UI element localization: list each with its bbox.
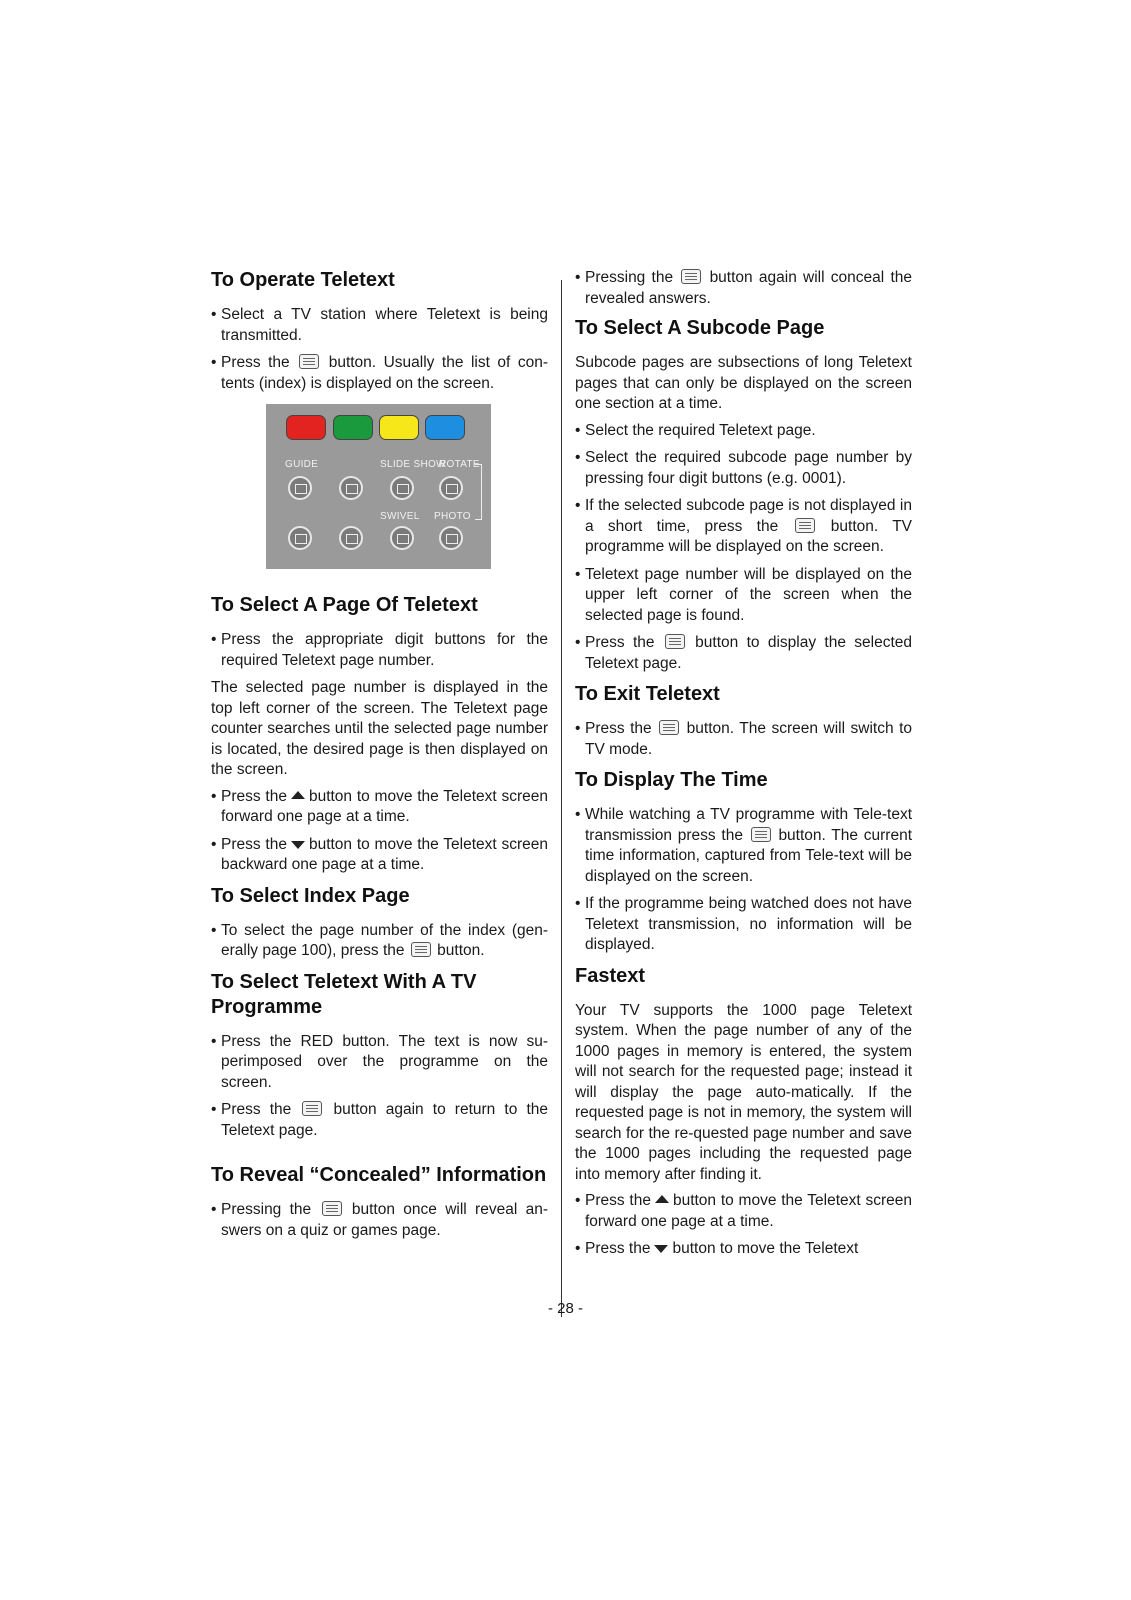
- list-item: • If the programme being watched does not have Teletext transmission, no information will be displayed.: [575, 894, 912, 956]
- swivel-label: SWIVEL: [380, 511, 420, 522]
- up-arrow-icon: [655, 1195, 669, 1203]
- list-item: • Press the button. The screen will switch to TV mode.: [575, 719, 912, 760]
- cancel-button-icon: [339, 476, 363, 500]
- slideshow-button-icon: [390, 476, 414, 500]
- paragraph: Your TV supports the 1000 page Teletext system. When the page number of any of the 1000 pages in memory is entered, the system will not search for the requested page; instead it will display the page auto-matically. If the requested page is not in memory, the system will search for the re-quested page number and save the 1000 pages including the requested page into memory after finding it.: [575, 1001, 912, 1183]
- section-fastext: [575, 964, 912, 1260]
- remote-control-image: [266, 404, 491, 569]
- list-item: • Press the button again to return to the Teletext page.: [211, 1100, 548, 1141]
- list-item: • Press the button to move the Teletext screen forward one page at a time.: [211, 787, 548, 828]
- heading-subcode: To Select A Subcode Page: [575, 317, 825, 339]
- paragraph: The selected page number is displayed in the top left corner of the screen. The Teletext page counter searches until the selected page number is located, the desired page is then displayed on the screen.: [211, 679, 548, 778]
- list-item: • Pressing the button again will conceal the revealed answers.: [575, 268, 912, 309]
- list-item: • Press the button to move the Teletext screen backward one page at a time.: [211, 835, 548, 876]
- page-number: - 28 -: [547, 1300, 583, 1317]
- rotate-label: ROTATE: [439, 459, 480, 470]
- index-icon: [411, 942, 431, 957]
- left-column: [211, 268, 548, 1249]
- section-time: [575, 768, 912, 956]
- heading-reveal: To Reveal “Concealed” Information: [211, 1164, 547, 1186]
- update-icon: [795, 518, 815, 533]
- list-item: • Press the button to display the selected Teletext page.: [575, 633, 912, 674]
- heading-select-page: To Select A Page Of Teletext: [211, 594, 478, 616]
- blue-button: [425, 415, 465, 440]
- list-item: • Select the required subcode page number by pressing four digit buttons (e.g. 0001).: [575, 448, 912, 489]
- right-column: [575, 268, 912, 1268]
- down-arrow-icon: [291, 841, 305, 849]
- teletext-button-icon: [288, 526, 312, 550]
- reveal-button-icon: [439, 476, 463, 500]
- list-item: • Press the button. Usually the list of con-tents (index) is displayed on the screen.: [211, 353, 548, 394]
- heading-exit: To Exit Teletext: [575, 683, 720, 705]
- guide-button-icon: [288, 476, 312, 500]
- guide-label: GUIDE: [285, 459, 319, 470]
- list-item: • Pressing the button once will reveal an-swers on a quiz or games page.: [211, 1200, 548, 1241]
- heading-fastext: Fastext: [575, 964, 646, 987]
- reveal-icon: [322, 1201, 342, 1216]
- update-icon: [665, 634, 685, 649]
- list-item: • Press the button to move the Teletext: [575, 1239, 912, 1260]
- heading-operate-teletext: To Operate Teletext: [211, 269, 395, 291]
- section-exit: [575, 682, 912, 760]
- list-item: • Select a TV station where Teletext is being transmitted.: [211, 305, 548, 346]
- list-item: • While watching a TV programme with Tele-text transmission press the button. The current time information, captured from Tele-text will be displayed on the screen.: [575, 805, 912, 887]
- time-icon: [751, 827, 771, 842]
- down-arrow-icon: [654, 1245, 668, 1253]
- section-operate-teletext: [211, 268, 548, 394]
- heading-index-page: To Select Index Page: [211, 884, 410, 907]
- paragraph: Subcode pages are subsections of long Teletext pages that can only be displayed on the screen one section at a time.: [575, 354, 912, 412]
- swivel-button-icon: [390, 526, 414, 550]
- up-arrow-icon: [291, 791, 305, 799]
- red-button: [286, 415, 326, 440]
- column-divider: [561, 280, 562, 1317]
- heading-teletext-with-tv: To Select Teletext With A TV Programme: [211, 970, 477, 1018]
- photo-button-icon: [439, 526, 463, 550]
- section-reveal: [211, 1163, 548, 1241]
- section-teletext-with-tv: [211, 970, 548, 1142]
- heading-time: To Display The Time: [575, 769, 768, 791]
- section-index-page: [211, 884, 548, 962]
- list-item: • Press the button to move the Teletext screen forward one page at a time.: [575, 1191, 912, 1232]
- teletext-icon: [302, 1101, 322, 1116]
- list-item: • Press the RED button. The text is now su-perimposed over the programme on the screen.: [211, 1032, 548, 1094]
- list-item: • Select the required Teletext page.: [575, 421, 912, 442]
- bracket-line: [475, 464, 482, 520]
- yellow-button: [379, 415, 419, 440]
- slideshow-label: SLIDE SHOW: [380, 459, 446, 470]
- mix-button-icon: [339, 526, 363, 550]
- photo-label: PHOTO: [434, 511, 471, 522]
- section-subcode: [575, 316, 912, 674]
- section-select-page: [211, 593, 548, 876]
- teletext-icon: [659, 720, 679, 735]
- teletext-icon: [299, 354, 319, 369]
- reveal-icon: [681, 269, 701, 284]
- list-item: • Teletext page number will be displayed on the upper left corner of the screen when the selected page is found.: [575, 565, 912, 627]
- green-button: [333, 415, 373, 440]
- list-item: • If the selected subcode page is not displayed in a short time, press the button. TV programme will be displayed on the screen.: [575, 496, 912, 558]
- list-item: • Press the appropriate digit buttons for the required Teletext page number.: [211, 630, 548, 671]
- list-item: • To select the page number of the index (gen-erally page 100), press the button.: [211, 921, 548, 962]
